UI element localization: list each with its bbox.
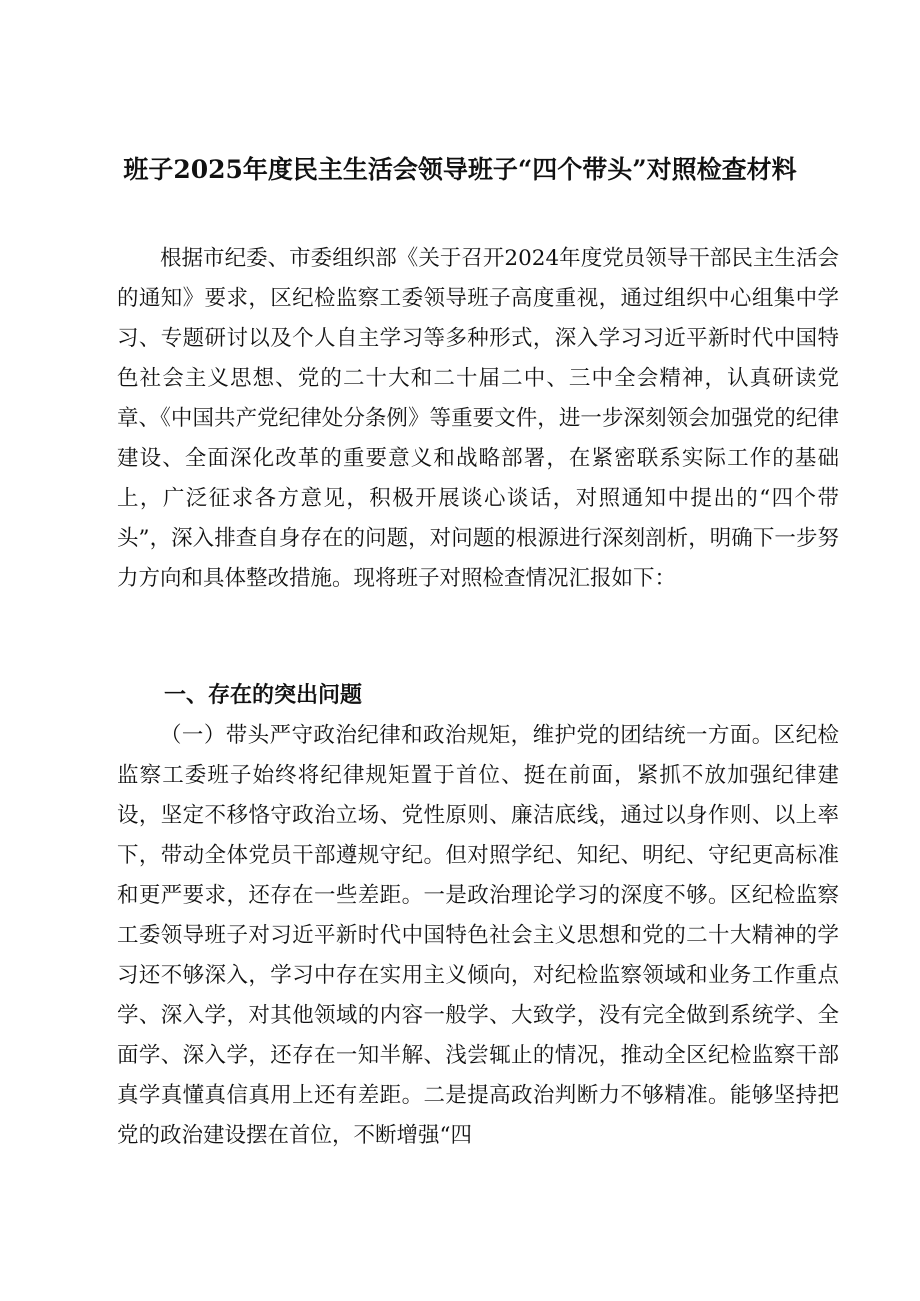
section-heading-outstanding-issues: 一、存在的突出问题 (164, 682, 363, 708)
section-1-body (117, 716, 839, 1156)
intro-section (117, 239, 839, 599)
intro-paragraph: 根据市纪委、市委组织部《关于召开2024年度党员领导干部民主生活会的通知》要求，区纪检监察工委领导班子高度重视，通过组织中心组集中学习、专题研讨以及个人自主学习等多种形式，深入学习习近平新时代中国特色社会主义思想、党的二十大和二十届二中、三中全会精神，认真研读党章、《中国共产党纪律处分条例》等重要文件，进一步深刻领会加强党的纪律建设、全面深化改革的重要意义和战略部署，在紧密联系实际工作的基础上，广泛征求各方意见，积极开展谈心谈话，对照通知中提出的“四个带头”，深入排查自身存在的问题，对问题的根源进行深刻剖析，明确下一步努力方向和具体整改措施。现将班子对照检查情况汇报如下： (117, 246, 839, 591)
section-1-paragraph: （一）带头严守政治纪律和政治规矩，维护党的团结统一方面。区纪检监察工委班子始终将纪律规矩置于首位、挺在前面，紧抓不放加强纪律建设，坚定不移恪守政治立场、党性原则、廉洁底线，通过以身作则、以上率下，带动全体党员干部遵规守纪。但对照学纪、知纪、明纪、守纪更高标准和更严要求，还存在一些差距。一是政治理论学习的深度不够。区纪检监察工委领导班子对习近平新时代中国特色社会主义思想和党的二十大精神的学习还不够深入，学习中存在实用主义倾向，对纪检监察领域和业务工作重点学、深入学，对其他领域的内容一般学、大致学，没有完全做到系统学、全面学、深入学，还存在一知半解、浅尝辄止的情况，推动全区纪检监察干部真学真懂真信真用上还有差距。二是提高政治判断力不够精准。能够坚持把党的政治建设摆在首位，不断增强“四 (117, 723, 839, 1148)
document-title: 班子2025年度民主生活会领导班子“四个带头”对照检查材料 (123, 155, 797, 184)
